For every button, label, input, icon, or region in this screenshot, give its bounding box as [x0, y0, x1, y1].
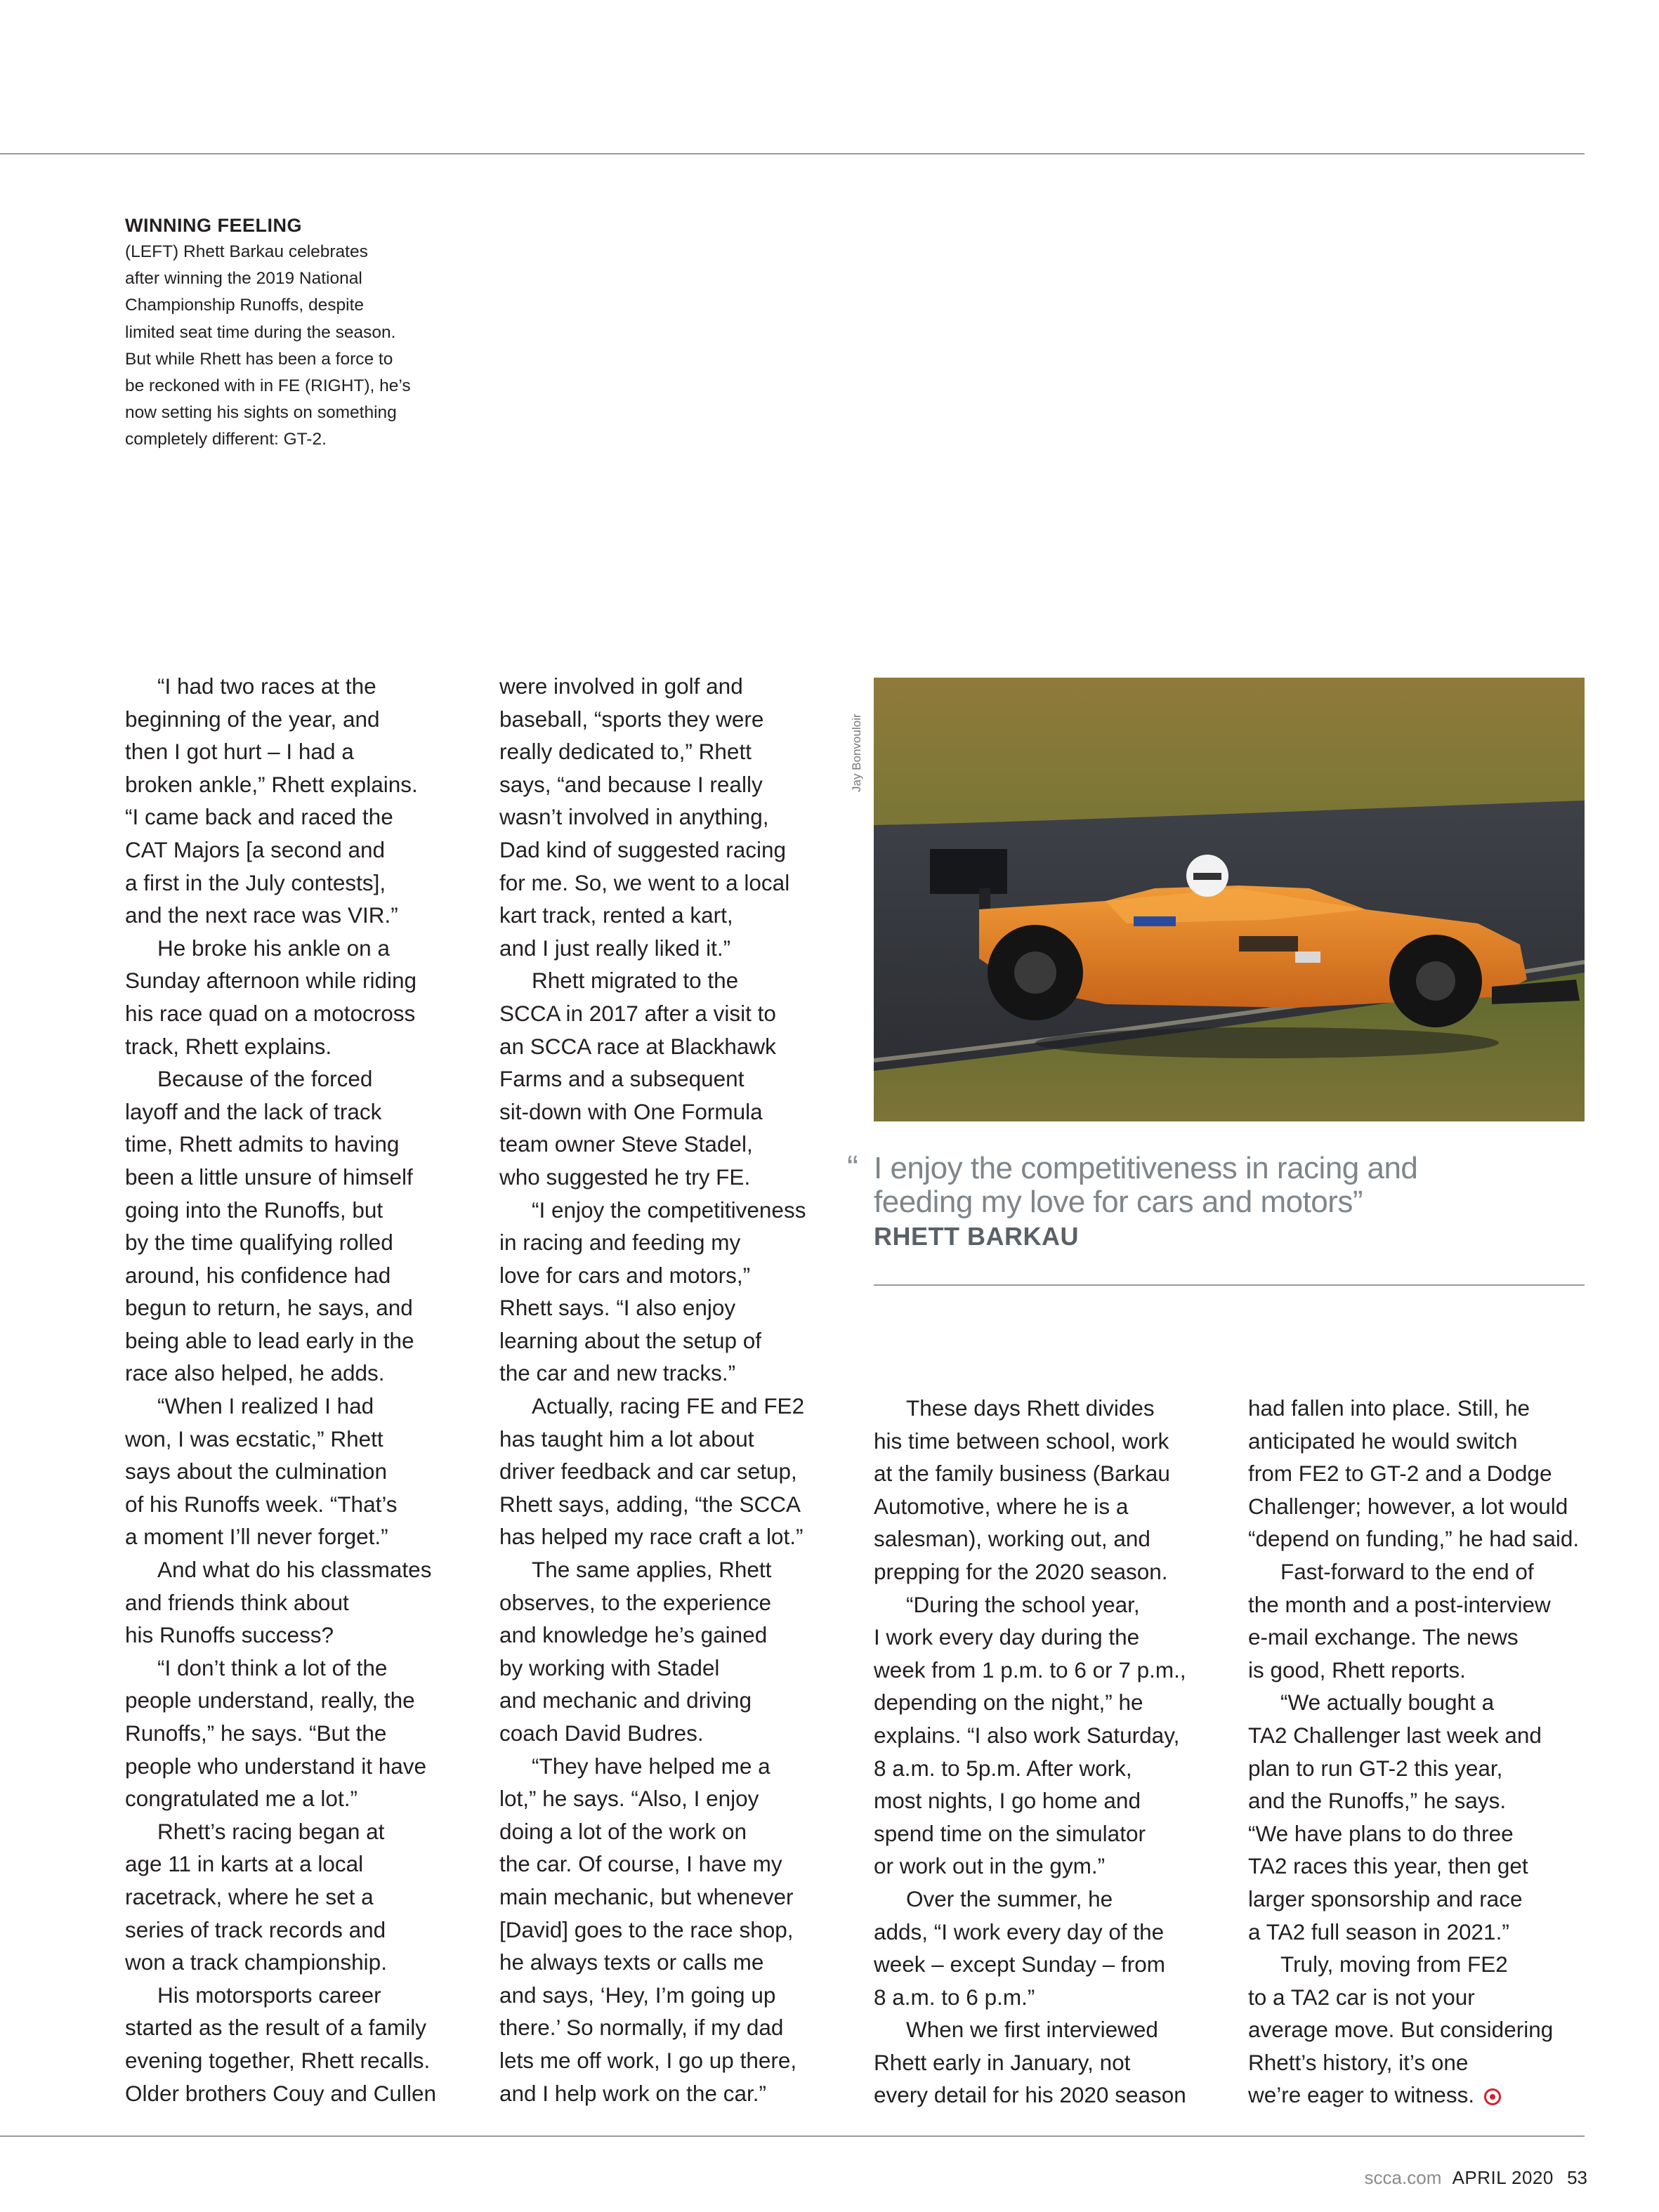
article-line: around, his confidence had: [125, 1262, 391, 1288]
article-line: age 11 in karts at a local: [125, 1851, 364, 1877]
article-line: time, Rhett admits to having: [125, 1131, 400, 1157]
pull-quote-open-mark: “: [847, 1150, 858, 1187]
race-car-photo: [874, 678, 1585, 1121]
article-line: the car and new tracks.”: [499, 1360, 736, 1386]
caption-line: be reckoned with in FE (RIGHT), he’s: [125, 376, 411, 396]
article-line: His motorsports career: [157, 1982, 381, 2008]
article-line: congratulated me a lot.”: [125, 1786, 358, 1812]
article-line: “I don’t think a lot of the: [157, 1654, 388, 1680]
article-line: were involved in golf and: [499, 673, 743, 699]
article-line: CAT Majors [a second and: [125, 836, 386, 862]
article-line: track, Rhett explains.: [125, 1033, 332, 1059]
caption-line: But while Rhett has been a force to: [125, 349, 393, 369]
article-column-4: [1248, 1392, 1585, 2112]
article-line: broken ankle,” Rhett explains.: [125, 771, 418, 797]
article-line: won, I was ecstatic,” Rhett: [125, 1426, 383, 1451]
article-line: a first in the July contests],: [125, 869, 386, 895]
article-line: [David] goes to the race shop,: [499, 1916, 794, 1942]
article-line: racetrack, where he set a: [125, 1883, 374, 1909]
article-line: 8 a.m. to 6 p.m.”: [874, 1984, 1035, 2010]
article-line: by working with Stadel: [499, 1654, 720, 1680]
photo-caption: [125, 212, 434, 454]
article-line: learning about the setup of: [499, 1327, 762, 1353]
article-line: team owner Steve Stadel,: [499, 1131, 753, 1157]
article-line: anticipated he would switch: [1248, 1428, 1518, 1454]
article-line: an SCCA race at Blackhawk: [499, 1033, 776, 1059]
article-line: beginning of the year, and: [125, 706, 380, 732]
article-line: lets me off work, I go up there,: [499, 2047, 797, 2073]
article-line: “We have plans to do three: [1248, 1820, 1514, 1846]
article-line: 8 a.m. to 5p.m. After work,: [874, 1755, 1132, 1781]
article-line: Automotive, where he is a: [874, 1493, 1129, 1519]
article-line: Because of the forced: [157, 1066, 373, 1092]
article-line: salesman), working out, and: [874, 1526, 1150, 1552]
article-line: from FE2 to GT-2 and a Dodge: [1248, 1461, 1552, 1487]
article-line: most nights, I go home and: [874, 1788, 1141, 1814]
article-line: main mechanic, but whenever: [499, 1883, 794, 1909]
article-line: for me. So, we went to a local: [499, 869, 790, 895]
article-line: “I came back and raced the: [125, 804, 393, 830]
article-line: coach David Budres.: [499, 1720, 704, 1746]
article-line: has taught him a lot about: [499, 1426, 754, 1451]
article-line: and friends think about: [125, 1589, 349, 1615]
article-line: and I help work on the car.”: [499, 2080, 766, 2106]
article-line: by the time qualifying rolled: [125, 1230, 393, 1256]
article-line: and mechanic and driving: [499, 1687, 752, 1713]
article-line: The same applies, Rhett: [532, 1557, 772, 1583]
article-line: his Runoffs success?: [125, 1622, 334, 1648]
article-line: Runoffs,” he says. “But the: [125, 1720, 387, 1746]
article-line: Rhett says. “I also enjoy: [499, 1295, 736, 1321]
article-line: layoff and the lack of track: [125, 1098, 382, 1124]
article-line: week – except Sunday – from: [874, 1951, 1165, 1977]
article-line: Farms and a subsequent: [499, 1066, 745, 1092]
pull-quote-author: RHETT BARKAU: [874, 1222, 1079, 1251]
article-line: sit-down with One Formula: [499, 1098, 763, 1124]
caption-line: after winning the 2019 National: [125, 269, 362, 289]
article-line: says about the culmination: [125, 1459, 387, 1484]
article-line: “I had two races at the: [157, 673, 376, 699]
article-line: has helped my race craft a lot.”: [499, 1524, 804, 1550]
photo-credit: Jay Bonvouloir: [850, 713, 863, 792]
article-line: his race quad on a motocross: [125, 1000, 416, 1026]
article-line: to a TA2 car is not your: [1248, 1984, 1475, 2010]
caption-line: completely different: GT-2.: [125, 430, 327, 449]
caption-line: now setting his sights on something: [125, 403, 397, 423]
article-line: or work out in the gym.”: [874, 1853, 1106, 1879]
pull-quote-rule: [874, 1284, 1585, 1286]
article-line: Older brothers Couy and Cullen: [125, 2080, 436, 2106]
article-line: plan to run GT-2 this year,: [1248, 1755, 1503, 1781]
article-line: driver feedback and car setup,: [499, 1459, 797, 1484]
article-line: started as the result of a family: [125, 2015, 426, 2041]
article-line: people understand, really, the: [125, 1687, 415, 1713]
article-line: I work every day during the: [874, 1624, 1140, 1650]
article-line: TA2 Challenger last week and: [1248, 1722, 1542, 1748]
pull-quote-line: I enjoy the competitiveness in racing and: [874, 1151, 1418, 1185]
article-line: is good, Rhett reports.: [1248, 1657, 1466, 1683]
article-column-3: [874, 1392, 1211, 2112]
article-line: SCCA in 2017 after a visit to: [499, 1000, 776, 1026]
article-line: and knowledge he’s gained: [499, 1622, 768, 1648]
article-line: Truly, moving from FE2: [1280, 1951, 1508, 1977]
article-line: Rhett migrated to the: [532, 968, 739, 994]
article-line: says, “and because I really: [499, 771, 763, 797]
article-line: the month and a post-interview: [1248, 1591, 1551, 1617]
article-line: kart track, rented a kart,: [499, 902, 733, 928]
article-line: larger sponsorship and race: [1248, 1885, 1523, 1911]
article-line: “When I realized I had: [157, 1393, 374, 1419]
article-line: Fast-forward to the end of: [1280, 1558, 1534, 1584]
article-line: and I just really liked it.”: [499, 935, 731, 961]
article-line: the car. Of course, I have my: [499, 1851, 782, 1877]
page-footer: [1365, 2167, 1587, 2189]
article-line: and says, ‘Hey, I’m going up: [499, 1982, 776, 2008]
caption-heading: WINNING FEELING: [125, 215, 302, 236]
article-line: and the next race was VIR.”: [125, 902, 398, 928]
article-line: being able to lead early in the: [125, 1327, 414, 1353]
article-line: week from 1 p.m. to 6 or 7 p.m.,: [874, 1657, 1186, 1683]
article-line: we’re eager to witness.: [1248, 2079, 1585, 2112]
article-line: These days Rhett divides: [906, 1395, 1155, 1421]
article-line: explains. “I also work Saturday,: [874, 1722, 1180, 1748]
pull-quote-text: [874, 1152, 1592, 1219]
article-line: people who understand it have: [125, 1753, 427, 1779]
article-line: love for cars and motors,”: [499, 1262, 751, 1288]
article-line: TA2 races this year, then get: [1248, 1853, 1528, 1879]
article-line: wasn’t involved in anything,: [499, 804, 769, 830]
article-line: spend time on the simulator: [874, 1820, 1146, 1846]
article-column-1: [125, 670, 462, 2109]
article-line: “During the school year,: [906, 1591, 1140, 1617]
footer-site: scca.com: [1364, 2167, 1442, 2188]
article-line: “depend on funding,” he had said.: [1248, 1526, 1580, 1552]
article-line: been a little unsure of himself: [125, 1164, 413, 1190]
article-line: Actually, racing FE and FE2: [532, 1393, 805, 1419]
pull-quote: [847, 1152, 1592, 1251]
article-line: Rhett early in January, not: [874, 2049, 1131, 2075]
caption-line: (LEFT) Rhett Barkau celebrates: [125, 242, 368, 261]
article-line: every detail for his 2020 season: [874, 2082, 1186, 2108]
end-of-story-icon: [1484, 2088, 1501, 2105]
article-line: won a track championship.: [125, 1949, 387, 1975]
article-line: “We actually bought a: [1280, 1690, 1495, 1716]
bottom-rule: [0, 2135, 1585, 2137]
article-line: And what do his classmates: [157, 1557, 432, 1583]
caption-line: Championship Runoffs, despite: [125, 296, 365, 315]
article-line: really dedicated to,” Rhett: [499, 739, 752, 765]
article-column-2: [499, 670, 837, 2109]
page-number: 53: [1567, 2167, 1587, 2188]
article-line: had fallen into place. Still, he: [1248, 1395, 1530, 1421]
article-line: he always texts or calls me: [499, 1949, 764, 1975]
article-line: who suggested he try FE.: [499, 1164, 751, 1190]
article-line: “They have helped me a: [532, 1753, 771, 1779]
article-line: baseball, “sports they were: [499, 706, 764, 732]
article-line: then I got hurt – I had a: [125, 739, 354, 765]
article-line: Rhett’s racing began at: [157, 1818, 385, 1844]
article-line: of his Runoffs week. “That’s: [125, 1491, 398, 1517]
article-line: observes, to the experience: [499, 1589, 771, 1615]
article-line: He broke his ankle on a: [157, 935, 390, 961]
article-line: there.’ So normally, if my dad: [499, 2015, 784, 2041]
article-line: a TA2 full season in 2021.”: [1248, 1918, 1509, 1944]
article-line: doing a lot of the work on: [499, 1818, 747, 1844]
article-line: a moment I’ll never forget.”: [125, 1524, 388, 1550]
article-line: adds, “I work every day of the: [874, 1918, 1165, 1944]
article-line: his time between school, work: [874, 1428, 1169, 1454]
article-line: lot,” he says. “Also, I enjoy: [499, 1786, 759, 1812]
article-line: series of track records and: [125, 1916, 386, 1942]
article-line: Over the summer, he: [906, 1885, 1113, 1911]
article-line: and the Runoffs,” he says.: [1248, 1788, 1507, 1814]
article-line: evening together, Rhett recalls.: [125, 2047, 431, 2073]
article-line: average move. But considering: [1248, 2017, 1554, 2043]
article-line: Rhett’s history, it’s one: [1248, 2049, 1469, 2075]
article-line: race also helped, he adds.: [125, 1360, 385, 1386]
article-line: Dad kind of suggested racing: [499, 836, 787, 862]
article-line: going into the Runoffs, but: [125, 1197, 383, 1223]
article-line: begun to return, he says, and: [125, 1295, 413, 1321]
article-line: Sunday afternoon while riding: [125, 968, 417, 994]
article-line: Rhett says, adding, “the SCCA: [499, 1491, 801, 1517]
article-line: When we first interviewed: [906, 2017, 1158, 2043]
pull-quote-line: feeding my love for cars and motors”: [874, 1185, 1363, 1219]
article-line: depending on the night,” he: [874, 1690, 1143, 1716]
article-line: in racing and feeding my: [499, 1230, 741, 1256]
footer-issue: APRIL 2020: [1452, 2167, 1554, 2188]
top-rule: [0, 153, 1585, 154]
article-line: Challenger; however, a lot would: [1248, 1493, 1568, 1519]
article-line: “I enjoy the competitiveness: [532, 1197, 806, 1223]
article-line: at the family business (Barkau: [874, 1461, 1170, 1487]
article-line: e-mail exchange. The news: [1248, 1624, 1519, 1650]
caption-line: limited seat time during the season.: [125, 322, 396, 342]
caption-body: [125, 239, 434, 454]
article-line: prepping for the 2020 season.: [874, 1558, 1168, 1584]
